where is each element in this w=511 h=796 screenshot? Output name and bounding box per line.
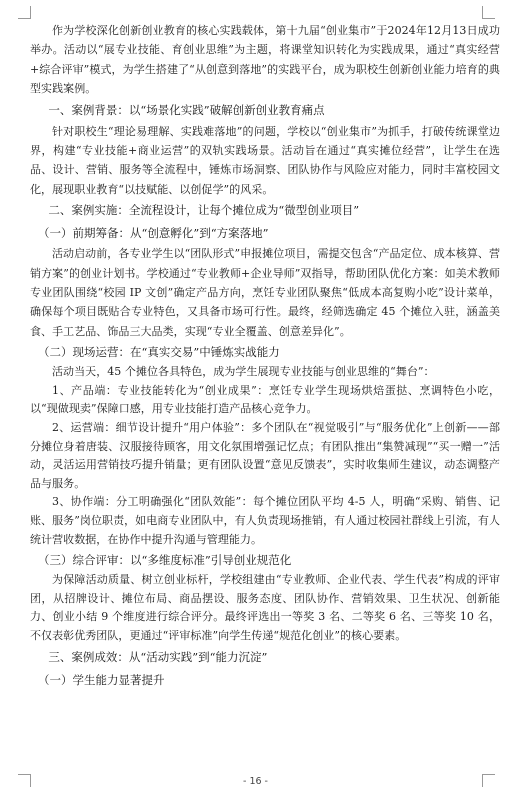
crop-mark-top-right bbox=[482, 6, 495, 19]
preparation-paragraph: 活动启动前，各专业学生以“团队形式”申报摊位项目，需提交包含“产品定位、成本核算、营销方案”的创业计划书。学校通过“专业教师+企业导师”双指导，帮助团队优化方案：如美术教师专业团队围绕“校园 IP 文创”确定产品方向，烹饪专业团队聚焦“低成本高复购小吃”设计菜单，确保每个项目既贴合专业特色，又具备市场可行性。最终，经筛选确定 45 个摊位入驻，涵盖美食、手工艺品、饰品三大品类，实现“专业全覆盖、创意差异化”。 bbox=[30, 247, 500, 338]
evaluation-paragraph: 为保障活动质量、树立创业标杆，学校组建由“专业教师、企业代表、学生代表”构成的评审团，从招牌设计、摊位布局、商品摆设、服务态度、团队协作、营销效果、卫生状况、创新能力、创业小结 9 个维度进行综合评分。最终评选出一等奖 3 名、二等奖 6 名、三等奖 10 名，不仅表彰优秀团队，更通过“评审标准”向学生传递“规范化创业”的核心要素。 bbox=[30, 573, 500, 642]
product-side-paragraph: 1、产品端：专业技能转化为“创业成果”：烹饪专业学生现场烘焙蛋挞、烹调特色小吃，以“现做现卖”保障口感，用专业技能打造产品核心竞争力。 bbox=[30, 383, 500, 416]
subheading-student-ability: （一）学生能力显著提升 bbox=[38, 672, 165, 687]
subheading-operation: （二）现场运营：在“真实交易”中锤炼实战能力 bbox=[38, 345, 280, 360]
background-paragraph: 针对职校生“理论易理解、实践难落地”的问题，学校以“创业集市”为抓手，打破传统课堂边界，构建“专业技能+商业运营”的双轨实践场景。活动旨在通过“真实摊位经营”，让学生在选品、设计、营销、服务等全流程中，锤炼市场洞察、团队协作与风险应对能力，同时丰富校园文化，展现职业教育“以技赋能、以创促学”的风采。 bbox=[30, 124, 500, 196]
operation-side-paragraph: 2、运营端：细节设计提升“用户体验”：多个团队在“视觉吸引”与“服务优化”上创新——部分摊位身着唐装、汉服接待顾客，用文化氛围增强记忆点；有团队推出“集赞减现”“买一赠一”活动，灵活运用营销技巧提升销量；更有团队设置“意见反馈表”，实时收集师生建议，动态调整产品与服务。 bbox=[30, 421, 500, 490]
operation-intro-paragraph: 活动当天，45 个摊位各具特色，成为学生展现专业技能与创业思维的“舞台”： bbox=[52, 365, 435, 379]
subheading-evaluation: （三）综合评审：以“多维度标准”引导创业规范化 bbox=[38, 553, 292, 568]
section-heading-results: 三、案例成效：从“活动实践”到“能力沉淀” bbox=[48, 649, 268, 664]
intro-paragraph: 作为学校深化创新创业教育的核心实践载体，第十九届“创业集市”于2024年12月13日成功举办。活动以“展专业技能、育创业思维”为主题，将课堂知识转化为实践成果，通过“真实经营+综合评审”模式，为学生搭建了“从创意到落地”的实践平台，成为职校生创新创业能力培育的典型实践案例。 bbox=[30, 24, 500, 96]
subheading-preparation: （一）前期筹备：从“创意孵化”到“方案落地” bbox=[38, 226, 269, 241]
section-heading-implementation: 二、案例实施：全流程设计，让每个摊位成为“微型创业项目” bbox=[48, 203, 360, 218]
section-heading-background: 一、案例背景：以“场景化实践”破解创新创业教育痛点 bbox=[48, 102, 325, 117]
document-body bbox=[30, 21, 500, 691]
collaboration-side-paragraph: 3、协作端：分工明确强化“团队效能”：每个摊位团队平均 4-5 人，明确“采购、销售、记账、服务”岗位职责，如电商专业团队中，有人负责现场推销，有人通过校园社群线上引流，有人统计营收数据，在协作中提升沟通与管理能力。 bbox=[30, 495, 500, 546]
crop-mark-top-left bbox=[18, 6, 31, 19]
page-number: - 16 - bbox=[243, 776, 268, 787]
